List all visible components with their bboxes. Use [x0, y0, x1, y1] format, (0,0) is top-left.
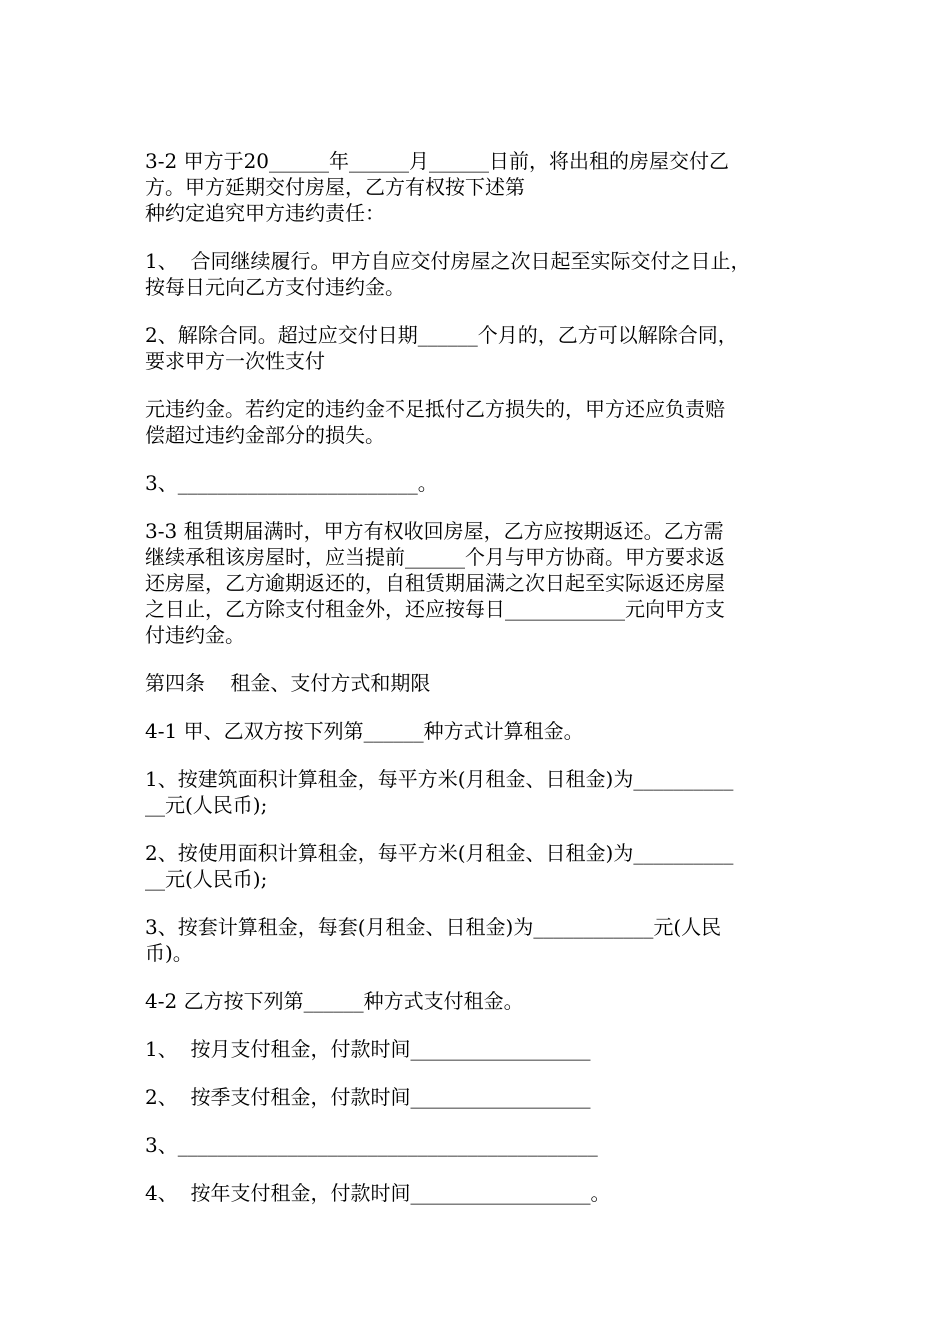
text-line: 2、 按季支付租金，付款时间__________________ [145, 1085, 591, 1109]
text-line: 方。甲方延期交付房屋，乙方有权按下述第 [145, 175, 525, 199]
text-line: 要求甲方一次性支付 [145, 349, 325, 373]
text-line: 4、 按年支付租金，付款时间__________________。 [145, 1181, 611, 1205]
text-line: 3、按套计算租金，每套(月租金、日租金)为____________元(人民 [145, 915, 722, 939]
text-line: 元违约金。若约定的违约金不足抵付乙方损失的，甲方还应负责赔 [145, 397, 725, 421]
text-line: 继续承租该房屋时，应当提前______个月与甲方协商。甲方要求返 [145, 545, 725, 569]
text-line: 4-1 甲、乙双方按下列第______种方式计算租金。 [145, 719, 584, 743]
text-line: 1、 按月支付租金，付款时间__________________ [145, 1037, 591, 1061]
clause-3-3 [145, 518, 815, 648]
clause-3-2-item-2-cont [145, 396, 815, 448]
clause-4-2-item-4 [145, 1180, 815, 1206]
text-line: 3、__________________________________________ [145, 1133, 598, 1157]
text-line: 2、按使用面积计算租金，每平方米(月租金、日租金)为__________ [145, 841, 734, 865]
text-line: 还房屋，乙方逾期返还的，自租赁期届满之次日起至实际返还房屋 [145, 571, 725, 595]
text-line: __元(人民币); [145, 867, 268, 891]
text-line: 1、按建筑面积计算租金，每平方米(月租金、日租金)为__________ [145, 767, 734, 791]
text-line: 币)。 [145, 941, 193, 965]
article-4-heading [145, 670, 815, 696]
clause-4-1-item-1 [145, 766, 815, 818]
clause-3-2-item-1 [145, 248, 815, 300]
text-line: 付违约金。 [145, 623, 245, 647]
text-line: 1、 合同继续履行。甲方自应交付房屋之次日起至实际交付之日止， [145, 249, 751, 273]
clause-3-2-item-2 [145, 322, 815, 374]
text-line: 偿超过违约金部分的损失。 [145, 423, 385, 447]
text-line: 之日止，乙方除支付租金外，还应按每日____________元向甲方支 [145, 597, 725, 621]
text-line: __元(人民币); [145, 793, 268, 817]
clause-4-2 [145, 988, 815, 1014]
clause-3-2-item-3 [145, 470, 815, 496]
text-line: 3、________________________。 [145, 471, 438, 495]
document-body [145, 148, 815, 1206]
clause-4-2-item-3 [145, 1132, 815, 1158]
clause-4-1-item-2 [145, 840, 815, 892]
clause-3-2 [145, 148, 815, 226]
clause-4-1-item-3 [145, 914, 815, 966]
text-line: 2、解除合同。超过应交付日期______个月的，乙方可以解除合同， [145, 323, 738, 347]
text-line: 第四条 租金、支付方式和期限 [145, 671, 431, 695]
clause-4-2-item-2 [145, 1084, 815, 1110]
text-line: 按每日元向乙方支付违约金。 [145, 275, 405, 299]
clause-4-1 [145, 718, 815, 744]
clause-4-2-item-1 [145, 1036, 815, 1062]
text-line: 3-2 甲方于20______年______月______日前，将出租的房屋交付乙 [145, 149, 730, 173]
text-line: 4-2 乙方按下列第______种方式支付租金。 [145, 989, 524, 1013]
text-line: 3-3 租赁期届满时，甲方有权收回房屋，乙方应按期返还。乙方需 [145, 519, 724, 543]
text-line: 种约定追究甲方违约责任： [145, 201, 385, 225]
